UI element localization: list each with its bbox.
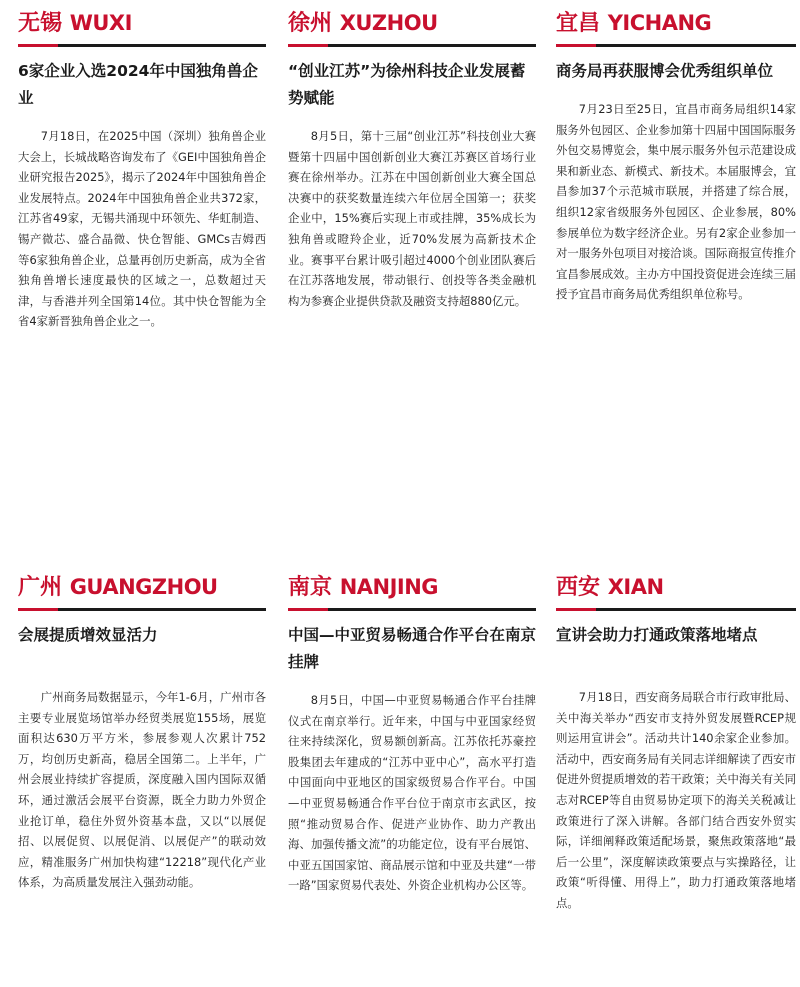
city-header — [556, 6, 796, 46]
article-guangzhou — [18, 570, 266, 893]
city-name-cn: 南京 — [288, 575, 333, 600]
article-body: 广州商务局数据显示，今年1-6月，广州市各主要专业展览场馆举办经贸类展览155场，展览面积达630万平方米，参展参观人次累计752万，均创历史新高，稳居全国第二。上半年，广州会展业持续扩容提质，深度融入国内国际双循环，通过激活会展平台资源，既全力助力外贸企业抢订单，稳住外贸外资基本盘，又以“以展促招、以展促贸、以展促消、以展促产”的联动效应，精准服务广州加快构建“12218”现代化产业体系，为高质量发展注入强劲动能。 — [18, 690, 266, 890]
city-header — [18, 570, 266, 610]
article-headline: “创业江苏”为徐州科技企业发展蓄势赋能 — [288, 62, 526, 107]
article-headline: 宣讲会助力打通政策落地堵点 — [556, 626, 758, 644]
article-body: 7月18日，西安商务局联合市行政审批局、关中海关举办“西安市支持外贸发展暨RCEP规则运用宣讲会”。活动共计140余家企业参加。活动中，西安商务局有关同志详细解读了西安市促进外贸提质增效的若干政策；关中海关有关同志对RCEP等自由贸易协定项下的海关关税减让政策进行了深入讲解。各部门结合西安外贸实际，详细阐释政策适配场景，聚焦政策落地“最后一公里”，深度解读政策要点与实操路径，让政策“听得懂、用得上”，助力打通政策落地堵点。 — [556, 690, 796, 910]
article-headline: 商务局再获服博会优秀组织单位 — [556, 62, 774, 80]
city-name-en: NANJING — [339, 575, 439, 599]
city-header — [18, 6, 266, 46]
city-title — [288, 10, 438, 37]
header-rule — [18, 608, 266, 611]
city-title — [18, 10, 132, 37]
header-rule-accent — [556, 44, 596, 47]
city-name-cn: 徐州 — [288, 11, 333, 36]
header-rule — [18, 44, 266, 47]
city-title — [288, 574, 438, 601]
article-nanjing — [288, 570, 536, 896]
city-header — [556, 570, 796, 610]
article-body: 7月18日，在2025中国（深圳）独角兽企业大会上，长城战略咨询发布了《GEI中国独角兽企业研究报告2025》，揭示了2024年中国独角兽企业发展特点。2024年中国独角兽企业共372家，江苏省49家，无锡共涌现中环领先、华虹制造、锡产微芯、盛合晶微、快仓智能、GMCs吉姆西等6家独角兽企业，总量再创历史新高，成为全省独角兽增长速度最快的区域之一，总数超过天津，与香港并列全国第14位。其中快仓智能为全省4家新晋独角兽企业之一。 — [18, 129, 266, 329]
header-rule-accent — [288, 608, 328, 611]
article-yichang — [556, 6, 796, 305]
city-name-cn: 西安 — [556, 575, 601, 600]
article-body: 8月5日，中国—中亚贸易畅通合作平台挂牌仪式在南京举行。近年来，中国与中亚国家经贸往来持续深化，贸易额创新高。江苏依托苏豪控股集团去年建成的“江苏中亚中心”，高水平打造中国面向中亚地区的国家级贸易合作平台。中国—中亚贸易畅通合作平台位于南京市玄武区，按照“推动贸易合作、促进产业协作、助力产教出海、加强传播文流”的功能定位，设有平台展馆、中亚五国国家馆、商品展示馆和中亚及共建“一带一路”国家贸易代表处、外资企业机构办公区等。 — [288, 693, 536, 893]
city-header — [288, 6, 536, 46]
header-rule-accent — [18, 608, 58, 611]
city-name-cn: 广州 — [18, 575, 63, 600]
article-xian — [556, 570, 796, 914]
article-body: 8月5日，第十三届“创业江苏”科技创业大赛暨第十四届中国创新创业大赛江苏赛区首场行业赛在徐州举办。江苏在中国创新创业大赛全国总决赛中的获奖数量连续六年位居全国第一；获奖企业中，15%赛后实现上市或挂牌，35%成长为独角兽或瞪羚企业，近70%发展为高新技术企业。赛事平台累计吸引超过4000个创业团队赛后在江苏落地发展，带动银行、创投等各类金融机构为参赛企业提供贷款及融资支持超880亿元。 — [288, 129, 536, 308]
article-headline: 会展提质增效显活力 — [18, 626, 158, 644]
article-body: 7月23日至25日，宜昌市商务局组织14家服务外包园区、企业参加第十四届中国国际服务外包交易博览会，集中展示服务外包示范建设成果和新业态、新模式、新技术。本届服博会，宜昌参加37个示范城市联展，并搭建了综合展，组织12家省级服务外包园区、企业参展，80%参展单位为数字经济企业。另有2家企业参加一对一服务外包项目对接洽谈。国际商报宣传推介宜昌参展成效。主办方中国投资促进会连续三届授予宜昌市商务局优秀组织单位称号。 — [556, 102, 796, 302]
article-headline: 6家企业入选2024年中国独角兽企业 — [18, 62, 258, 107]
city-title — [18, 574, 218, 601]
article-xuzhou — [288, 6, 536, 311]
header-rule — [556, 44, 796, 47]
city-name-cn: 宜昌 — [556, 11, 601, 36]
city-name-en: WUXI — [69, 11, 132, 35]
city-name-en: XUZHOU — [339, 11, 438, 35]
article-wuxi — [18, 6, 266, 332]
header-rule — [556, 608, 796, 611]
city-header — [288, 570, 536, 610]
city-name-en: YICHANG — [607, 11, 712, 35]
city-title — [556, 10, 711, 37]
header-rule-accent — [18, 44, 58, 47]
header-rule-accent — [288, 44, 328, 47]
city-title — [556, 574, 664, 601]
city-name-en: GUANGZHOU — [69, 575, 218, 599]
city-name-en: XIAN — [607, 575, 664, 599]
header-rule — [288, 44, 536, 47]
article-headline: 中国—中亚贸易畅通合作平台在南京挂牌 — [288, 626, 537, 671]
city-name-cn: 无锡 — [18, 11, 63, 36]
header-rule — [288, 608, 536, 611]
header-rule-accent — [556, 608, 596, 611]
